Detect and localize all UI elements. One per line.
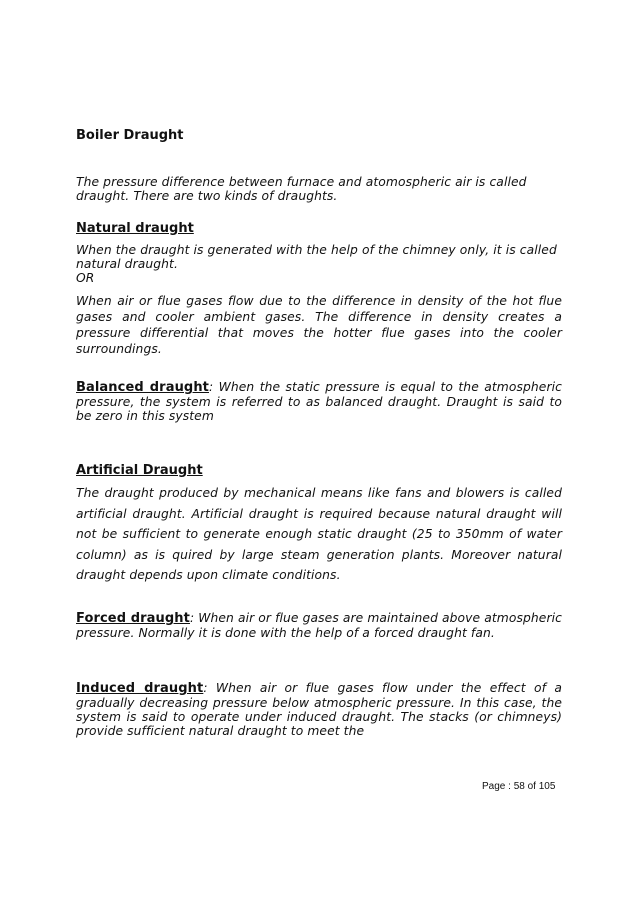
artificial-draught-heading: Artificial Draught [76,463,203,478]
balanced-draught-term: Balanced draught [76,380,209,395]
natural-draught-definition: When the draught is generated with the help of the chimney only, it is called natural draught. [76,243,557,271]
artificial-draught-text: The draught produced by mechanical means like fans and blowers is called artificial draught. Artificial draught is required because natural draught will not be sufficient to generate enough static draught (25 to 350mm of water column) as is quired by large steam generation plants. Moreover natural draught depends upon climate conditions. [76,486,562,582]
natural-draught-heading: Natural draught [76,221,194,236]
natural-draught-alt-definition: When air or flue gases flow due to the difference in density of the hot flue gases and cooler ambient gases. The difference in density creates a pressure differential that moves the hotter flue gases into the cooler surroundings. [76,294,562,356]
forced-draught-paragraph [76,611,562,640]
boiler-draught-heading: Boiler Draught [76,128,184,143]
forced-draught-term: Forced draught [76,611,190,626]
boiler-draught-intro: The pressure difference between furnace and atomospheric air is called draught. There are two kinds of draughts. [76,175,527,203]
induced-draught-paragraph [76,681,562,738]
balanced-draught-text: : When the static pressure is equal to the atmospheric pressure, the system is referred to as balanced draught. Draught is said to be zero in this system [76,380,562,423]
or-separator: OR [76,271,95,285]
balanced-draught-paragraph [76,380,562,423]
forced-draught-text: : When air or flue gases are maintained above atmospheric pressure. Normally it is done with the help of a forced draught fan. [76,611,562,640]
induced-draught-term: Induced draught [76,681,204,696]
page-number: Page : 58 of 105 [482,781,556,792]
induced-draught-text: : When air or flue gases flow under the effect of a gradually decreasing pressure below atmospheric pressure. In this case, the system is said to operate under induced draught. The stacks (or chimneys) provide sufficient natural draught to meet the [76,681,562,738]
